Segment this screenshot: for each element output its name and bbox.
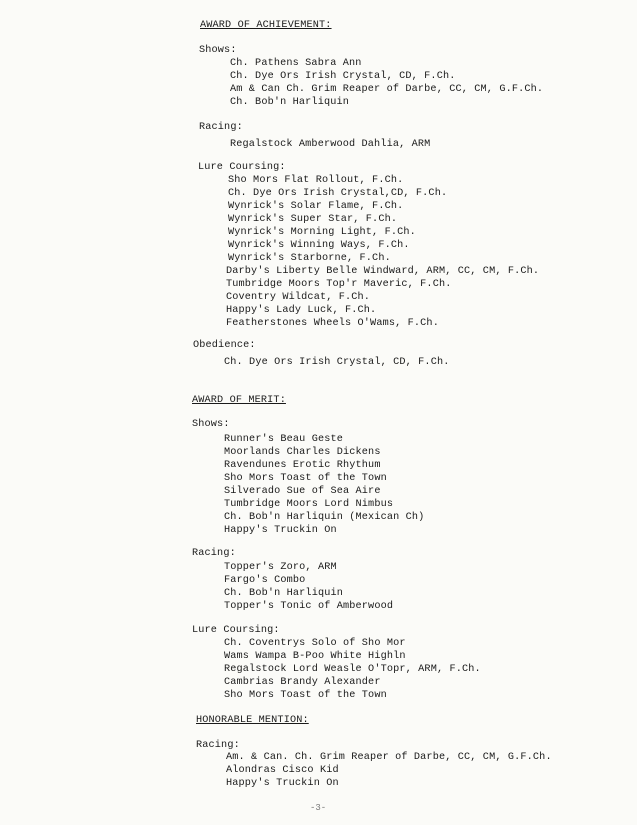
merit-racing-label: Racing: [192, 548, 236, 559]
achievement-lure-entry: Wynrick's Starborne, F.Ch. [228, 253, 391, 264]
achievement-obedience-label: Obedience: [193, 340, 256, 351]
achievement-racing-entry: Regalstock Amberwood Dahlia, ARM [230, 139, 431, 150]
merit-shows-entry: Ch. Bob'n Harliquin (Mexican Ch) [224, 512, 425, 523]
merit-shows-entry: Moorlands Charles Dickens [224, 447, 381, 458]
achievement-racing-label: Racing: [199, 122, 243, 133]
merit-lure-entry: Cambrias Brandy Alexander [224, 677, 381, 688]
merit-lure-label: Lure Coursing: [192, 625, 280, 636]
achievement-shows-entry: Ch. Dye Ors Irish Crystal, CD, F.Ch. [230, 71, 456, 82]
achievement-lure-entry: Ch. Dye Ors Irish Crystal,CD, F.Ch. [228, 188, 448, 199]
merit-lure-entry: Sho Mors Toast of the Town [224, 690, 387, 701]
achievement-lure-entry: Tumbridge Moors Top'r Maveric, F.Ch. [226, 279, 452, 290]
achievement-lure-entry: Wynrick's Super Star, F.Ch. [228, 214, 398, 225]
achievement-lure-entry: Sho Mors Flat Rollout, F.Ch. [228, 175, 404, 186]
honorable-heading: HONORABLE MENTION: [196, 715, 309, 726]
merit-shows-entry: Tumbridge Moors Lord Nimbus [224, 499, 394, 510]
merit-lure-entry: Regalstock Lord Weasle O'Topr, ARM, F.Ch. [224, 664, 481, 675]
merit-racing-entry: Ch. Bob'n Harliquin [224, 588, 344, 599]
achievement-lure-entry: Featherstones Wheels O'Wams, F.Ch. [226, 318, 439, 329]
achievement-lure-entry: Darby's Liberty Belle Windward, ARM, CC, CM, F.Ch. [226, 266, 540, 277]
achievement-lure-label: Lure Coursing: [198, 162, 286, 173]
merit-racing-entry: Topper's Tonic of Amberwood [224, 601, 394, 612]
achievement-lure-entry: Happy's Lady Luck, F.Ch. [226, 305, 377, 316]
honorable-racing-entry: Am. & Can. Ch. Grim Reaper of Darbe, CC, CM, G.F.Ch. [226, 752, 552, 763]
achievement-obedience-entry: Ch. Dye Ors Irish Crystal, CD, F.Ch. [224, 357, 450, 368]
merit-shows-entry: Happy's Truckin On [224, 525, 337, 536]
page-number: -3- [310, 803, 327, 813]
merit-shows-label: Shows: [192, 419, 230, 430]
merit-lure-entry: Wams Wampa B-Poo White Highln [224, 651, 406, 662]
merit-lure-entry: Ch. Coventrys Solo of Sho Mor [224, 638, 406, 649]
achievement-shows-label: Shows: [199, 45, 237, 56]
achievement-shows-entry: Am & Can Ch. Grim Reaper of Darbe, CC, CM, G.F.Ch. [230, 84, 544, 95]
merit-shows-entry: Runner's Beau Geste [224, 434, 344, 445]
achievement-lure-entry: Coventry Wildcat, F.Ch. [226, 292, 371, 303]
achievement-shows-entry: Ch. Bob'n Harliquin [230, 97, 350, 108]
merit-racing-entry: Fargo's Combo [224, 575, 306, 586]
merit-shows-entry: Silverado Sue of Sea Aire [224, 486, 381, 497]
achievement-heading: AWARD OF ACHIEVEMENT: [200, 20, 332, 31]
honorable-racing-label: Racing: [196, 740, 240, 751]
honorable-racing-entry: Alondras Cisco Kid [226, 765, 339, 776]
honorable-racing-entry: Happy's Truckin On [226, 778, 339, 789]
merit-shows-entry: Sho Mors Toast of the Town [224, 473, 387, 484]
achievement-lure-entry: Wynrick's Morning Light, F.Ch. [228, 227, 416, 238]
merit-heading: AWARD OF MERIT: [192, 395, 286, 406]
achievement-lure-entry: Wynrick's Solar Flame, F.Ch. [228, 201, 404, 212]
merit-racing-entry: Topper's Zoro, ARM [224, 562, 337, 573]
achievement-lure-entry: Wynrick's Winning Ways, F.Ch. [228, 240, 410, 251]
achievement-shows-entry: Ch. Pathens Sabra Ann [230, 58, 362, 69]
merit-shows-entry: Ravendunes Erotic Rhythum [224, 460, 381, 471]
